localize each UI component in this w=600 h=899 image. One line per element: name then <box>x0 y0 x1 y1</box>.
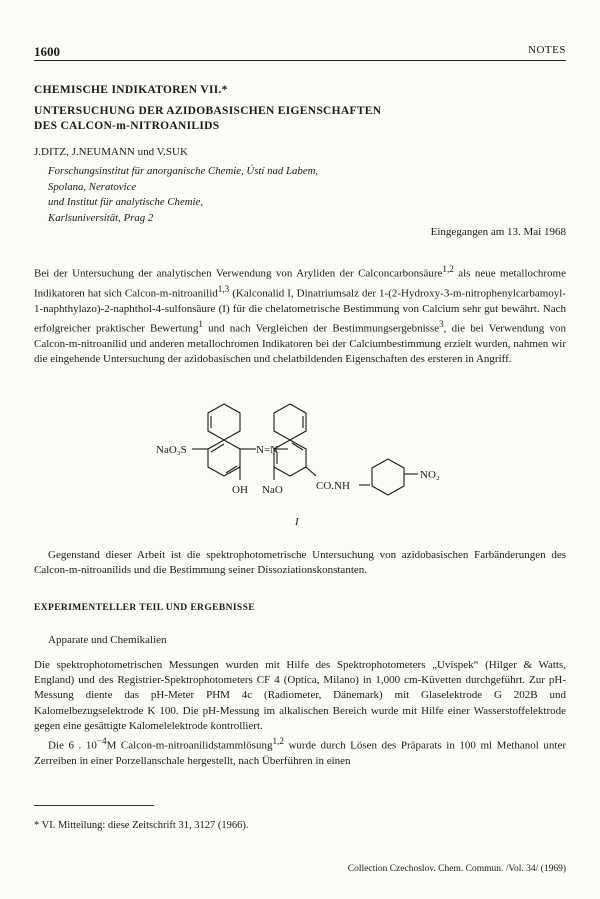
intro-text: und nach Vergleichen der Bestimmungsergebnisse <box>202 322 440 335</box>
solution-text: M Calcon-m-nitroanilidstammlösung <box>106 739 273 752</box>
azo-group-label: N=N <box>256 444 279 456</box>
title-line-2: UNTERSUCHUNG DER AZIDOBASISCHEN EIGENSCHAFTEN <box>34 105 382 117</box>
methods-text-2 <box>34 734 566 769</box>
nitro-group-label: NO₂ <box>420 469 440 481</box>
reference-mark: 1,2 <box>272 736 284 747</box>
journal-footer: Collection Czechoslov. Chem. Commun. /Vol. 34/ (1969) <box>347 864 566 874</box>
reference-mark: 1,3 <box>217 283 230 294</box>
title-line-3: DES CALCON-m-NITROANILIDS <box>34 120 220 132</box>
affiliation-line: und Institut für analytische Chemie, <box>48 196 204 208</box>
sodium-oxide-label: NaO <box>262 484 283 496</box>
aim-text: Gegenstand dieser Arbeit ist die spektrophotometrische Untersuchung von azidobasischen Farbänderungen des Calcon-m-nitroanilids und die Bestimmung seiner Dissoziationskonstanten. <box>34 549 566 577</box>
affiliation <box>48 164 318 226</box>
reference-mark: 1,2 <box>442 264 454 274</box>
exponent: −4 <box>96 736 107 747</box>
aim-paragraph <box>34 548 566 578</box>
subsection-heading: Apparate und Chemikalien <box>48 634 167 646</box>
footnote-rule <box>34 805 154 806</box>
compound-label: I <box>295 516 299 528</box>
title-line-1: CHEMISCHE INDIKATOREN VII.* <box>34 84 228 96</box>
amide-group-label: CO.NH <box>316 480 350 492</box>
section-name: NOTES <box>528 44 566 56</box>
chemical-structure <box>140 392 470 504</box>
hydroxyl-label: OH <box>232 484 248 496</box>
reference-mark: 1 <box>198 318 203 329</box>
solution-text: wurde durch Lösen des Präparats in 100 ml Methanol unter Zerreiben in einer Porzellanschale hergestellt, nach Überführen in einen <box>34 739 566 767</box>
methods-text: Die spektrophotometrischen Messungen wurden mit Hilfe des Spektrophotometers „Uvispek“ (Hilger & Watts, England) und des Registrier-Spektrophotometers CF 4 (Optica, Milano) in 1,000 cm-Küvetten durchgeführt. Zur pH-Messung diente das pH-Meter PHM 4c (Radiometer, Dänemark) mit Glaselektrode G 202B und Kalomelbezugselektrode K 100. Die pH-Messung im alkalischen Bereich wurde mit Hilfe einer Wasserstoffelektrode gegen eine gesättigte Kalomelelektrode kontrolliert. <box>34 659 566 732</box>
received-date: Eingegangen am 13. Mai 1968 <box>430 226 566 238</box>
header-rule <box>34 60 566 61</box>
intro-text: , die bei Verwendung von Calcon-m-nitroanilid und anderen metallochromen Indikatoren bei der Calciumbestimmung erzielt wurden, nahmen wir die eingehende Untersuchung der azidobasischen und chelatbildenden Eigenschaften des ersteren in Angriff. <box>34 322 566 365</box>
intro-text: (Kalconalid I, Dinatriumsalz der 1-(2-Hydroxy-3-m-nitrophenylcarbamoyl-1-naphthylazo)-2-naphthol-4-sulfonsäure (I) für die chelatometrische Bestimmung von Calcium sehr gut bewährt. Nach erfolgreicher praktischer Bewertung <box>34 287 566 335</box>
title-block <box>34 104 381 134</box>
intro-paragraph <box>34 262 566 367</box>
affiliation-line: Forschungsinstitut für anorganische Chemie, Ústí nad Labem, <box>48 165 319 177</box>
intro-text: Bei der Untersuchung der analytischen Verwendung von Aryliden der Calconcarbonsäure <box>34 267 443 280</box>
authors: J.DITZ, J.NEUMANN und V.SUK <box>34 146 188 158</box>
concentration-text: Die 6 . 10 <box>48 739 97 752</box>
reference-mark: 3 <box>439 318 444 329</box>
section-heading: EXPERIMENTELLER TEIL UND ERGEBNISSE <box>34 603 256 613</box>
footnote: * VI. Mitteilung: diese Zeitschrift 31, 3127 (1966). <box>34 820 249 831</box>
sulfonate-group-label: NaO₃S <box>156 444 187 456</box>
intro-text: als neue metallochrome Indikatoren hat sich Calcon-m-nitroanilid <box>34 267 566 300</box>
page-number: 1600 <box>34 44 60 59</box>
affiliation-line: Karlsuniversität, Prag 2 <box>48 211 154 224</box>
methods-paragraph <box>34 658 566 769</box>
affiliation-line: Spolana, Neratovice <box>48 180 137 193</box>
